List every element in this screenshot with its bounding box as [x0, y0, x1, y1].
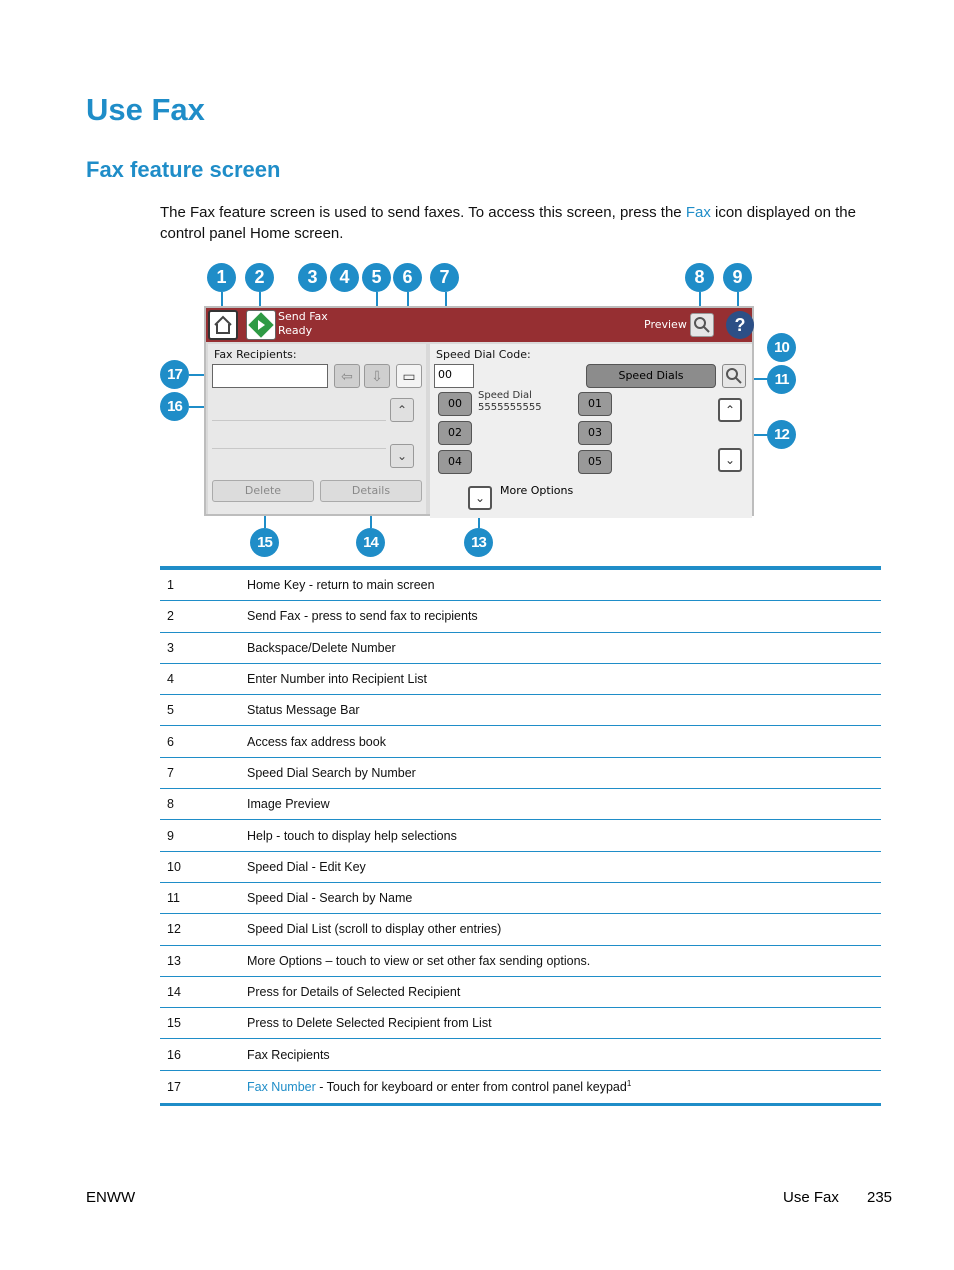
- row-number: 16: [167, 1047, 181, 1062]
- page-title: Use Fax: [86, 92, 205, 127]
- row-number: 15: [167, 1016, 181, 1031]
- more-options-label: More Options: [500, 484, 574, 497]
- table-row: [160, 883, 881, 914]
- row-description: Send Fax - press to send fax to recipients: [247, 609, 478, 624]
- row-description-text: - Touch for keyboard or enter from control panel keypad: [315, 1080, 627, 1095]
- callout-1: 1: [207, 263, 236, 292]
- chevron-down-icon: ⌄: [396, 449, 408, 463]
- row-description: More Options – touch to view or set other fax sending options.: [247, 953, 591, 968]
- intro-text-2: icon displayed on the control panel Home screen.: [160, 204, 856, 242]
- delete-button[interactable]: Delete: [212, 480, 314, 502]
- row-number: 7: [167, 765, 174, 780]
- address-book-button[interactable]: [396, 364, 422, 388]
- arrow-left-icon: ⇦: [341, 368, 353, 384]
- row-description: Press for Details of Selected Recipient: [247, 985, 461, 999]
- table-row: [160, 820, 881, 851]
- speed-dial-03[interactable]: 03: [578, 421, 612, 445]
- row-description: Access fax address book: [247, 734, 386, 749]
- footer-section: Use Fax: [783, 1189, 839, 1206]
- row-number: 2: [167, 609, 174, 624]
- speed-dial-code-label: Speed Dial Code:: [436, 348, 531, 361]
- row-description: Press to Delete Selected Recipient from List: [247, 1016, 492, 1031]
- details-button[interactable]: Details: [320, 480, 422, 502]
- row-description: Backspace/Delete Number: [247, 640, 396, 655]
- scroll-down-button[interactable]: [390, 444, 414, 468]
- callout-10: 10: [767, 333, 796, 362]
- status-message: [278, 310, 328, 338]
- table-row: [160, 914, 881, 945]
- callout-5: 5: [362, 263, 391, 292]
- row-description: Image Preview: [247, 797, 330, 812]
- row-description: Home Key - return to main screen: [247, 578, 435, 593]
- row-number: 4: [167, 672, 174, 687]
- table-row: [160, 695, 881, 726]
- home-icon: [210, 312, 236, 338]
- list-divider: [212, 448, 386, 449]
- row-number: 10: [167, 859, 181, 874]
- callout-16: 16: [160, 392, 189, 421]
- speed-dial-05[interactable]: 05: [578, 450, 612, 474]
- table-row: [160, 977, 881, 1008]
- status-title: Send Fax: [278, 310, 328, 323]
- table-row: [160, 946, 881, 977]
- list-divider: [212, 420, 386, 421]
- chevron-up-icon: ⌃: [724, 403, 736, 417]
- callout-12: 12: [767, 420, 796, 449]
- callout-3: 3: [298, 263, 327, 292]
- intro-text-1: The Fax feature screen is used to send faxes. To access this screen, press the: [160, 204, 686, 221]
- preview-label: Preview: [644, 318, 687, 331]
- speed-dial-04[interactable]: 04: [438, 450, 472, 474]
- section-title: Fax feature screen: [86, 157, 281, 182]
- speed-dial-entry-number: 5555555555: [478, 402, 542, 413]
- arrow-down-icon: ⇩: [371, 368, 383, 384]
- chevron-down-icon: ⌄: [474, 491, 486, 505]
- row-number: 14: [167, 985, 181, 999]
- callout-6: 6: [393, 263, 422, 292]
- legend-table: [160, 566, 881, 1106]
- table-row: [160, 570, 881, 601]
- table-row: [160, 1039, 881, 1070]
- callout-9: 9: [723, 263, 752, 292]
- send-fax-button[interactable]: [246, 310, 276, 340]
- row-description: Speed Dial List (scroll to display other entries): [247, 922, 502, 937]
- callout-14: 14: [356, 528, 385, 557]
- chevron-up-icon: ⌃: [396, 403, 408, 417]
- chevron-down-icon: ⌄: [724, 453, 736, 467]
- row-description: Status Message Bar: [247, 703, 360, 718]
- row-number: 13: [167, 953, 181, 968]
- speed-dial-entry-name: Speed Dial: [478, 390, 532, 401]
- fax-recipients-label: Fax Recipients:: [214, 348, 297, 361]
- home-button[interactable]: [208, 310, 238, 340]
- table-row: [160, 852, 881, 883]
- speed-dial-search-button[interactable]: [722, 364, 746, 388]
- callout-2: 2: [245, 263, 274, 292]
- row-number: 8: [167, 797, 174, 812]
- row-number: 11: [167, 891, 180, 906]
- speed-dial-scroll-up[interactable]: [718, 398, 742, 422]
- start-icon: [247, 311, 275, 339]
- fax-number-link[interactable]: Fax Number: [247, 1080, 316, 1095]
- fax-screen-figure: [160, 258, 790, 563]
- row-description: Enter Number into Recipient List: [247, 672, 427, 687]
- callout-8: 8: [685, 263, 714, 292]
- footer-left: ENWW: [86, 1189, 136, 1206]
- row-description: Fax Recipients: [247, 1047, 330, 1062]
- row-number: 3: [167, 640, 174, 655]
- row-description: [247, 1079, 881, 1094]
- table-row: [160, 726, 881, 757]
- status-sub: Ready: [278, 324, 313, 337]
- magnifier-icon: [691, 314, 713, 336]
- recipients-pane: [208, 344, 426, 514]
- row-number: 17: [167, 1079, 181, 1094]
- speed-dials-button[interactable]: Speed Dials: [586, 364, 716, 388]
- book-icon: ▭: [402, 368, 416, 384]
- speed-dial-01[interactable]: 01: [578, 392, 612, 416]
- backspace-button[interactable]: [334, 364, 360, 388]
- preview-button[interactable]: [690, 313, 714, 337]
- row-description: Help - touch to display help selections: [247, 828, 457, 843]
- row-number: 9: [167, 828, 174, 843]
- speed-dial-02[interactable]: 02: [438, 421, 472, 445]
- row-description: Speed Dial - Edit Key: [247, 859, 366, 874]
- footnote-marker: 1: [626, 1079, 632, 1089]
- speed-dial-00[interactable]: 00: [438, 392, 472, 416]
- row-number: 1: [167, 578, 174, 593]
- table-row: [160, 633, 881, 664]
- callout-4: 4: [330, 263, 359, 292]
- table-row: [160, 1071, 881, 1103]
- enter-number-button[interactable]: [364, 364, 390, 388]
- fax-number-field[interactable]: [212, 364, 328, 388]
- table-row: [160, 758, 881, 789]
- table-row: [160, 1008, 881, 1039]
- help-button[interactable]: ?: [726, 311, 754, 339]
- control-panel-screen: [204, 306, 754, 516]
- row-number: 5: [167, 703, 174, 718]
- row-description: Speed Dial - Search by Name: [247, 891, 413, 906]
- status-bar: [206, 308, 752, 342]
- speed-dial-pane: [430, 344, 752, 518]
- callout-15: 15: [250, 528, 279, 557]
- fax-link[interactable]: Fax: [685, 204, 711, 221]
- row-number: 12: [167, 922, 181, 937]
- callout-17: 17: [160, 360, 189, 389]
- intro-paragraph: [160, 202, 880, 244]
- row-number: 6: [167, 734, 174, 749]
- table-row: [160, 601, 881, 632]
- row-description: Speed Dial Search by Number: [247, 765, 416, 780]
- speed-dial-scroll-down[interactable]: [718, 448, 742, 472]
- callout-13: 13: [464, 528, 493, 557]
- magnifier-icon: [723, 365, 745, 387]
- scroll-up-button[interactable]: [390, 398, 414, 422]
- more-options-button[interactable]: [468, 486, 492, 510]
- callout-7: 7: [430, 263, 459, 292]
- speed-dial-code-field[interactable]: 00: [434, 364, 474, 388]
- table-row: [160, 789, 881, 820]
- callout-11: 11: [767, 365, 796, 394]
- table-row: [160, 664, 881, 695]
- page-number: 235: [867, 1189, 893, 1206]
